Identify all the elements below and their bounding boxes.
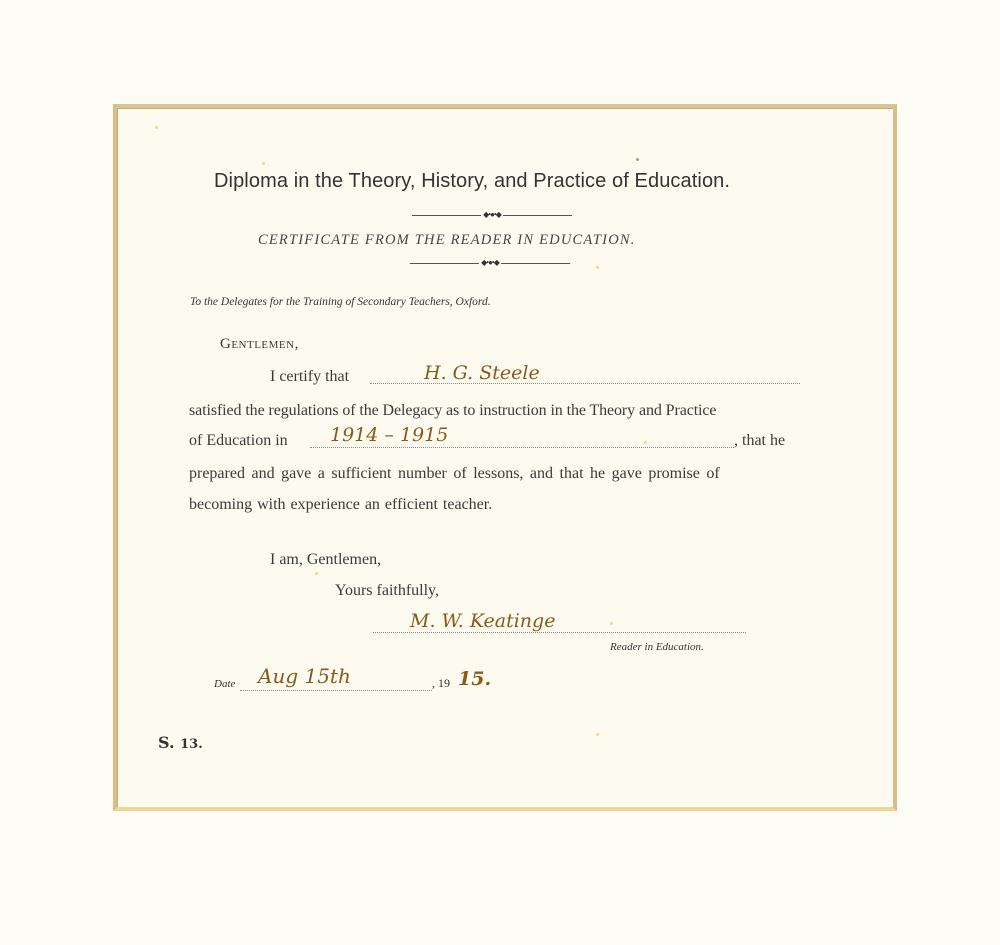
paper-speck	[596, 266, 599, 269]
salutation: Gentlemen,	[220, 336, 299, 352]
education-in-suffix: , that he	[734, 432, 786, 449]
form-number-letter: S.	[158, 733, 175, 752]
paper-speck	[596, 733, 599, 736]
ornament-divider-top: ◆•●•◆	[412, 212, 572, 218]
closing-line-1: I am, Gentlemen,	[270, 551, 382, 568]
year-prefix: , 19	[432, 676, 450, 690]
signature-field-line	[373, 632, 746, 633]
education-in-prefix: of Education in	[189, 432, 288, 449]
body-line-5: becoming with experience an efficient teacher.	[189, 496, 493, 513]
paper-speck	[636, 158, 639, 161]
paper-speck	[315, 572, 318, 575]
certificate-frame	[113, 104, 897, 811]
certify-prefix: I certify that	[270, 368, 350, 385]
ornament-divider-bottom: ◆•●•◆	[410, 260, 570, 266]
addressee-line: To the Delegates for the Training of Secondary Teachers, Oxford.	[190, 296, 491, 308]
handwritten-date: Aug 15th	[258, 664, 351, 688]
document-subtitle: CERTIFICATE FROM THE READER IN EDUCATION.	[258, 232, 636, 248]
handwritten-signature: M. W. Keatinge	[410, 610, 556, 632]
date-label: Date	[214, 678, 236, 690]
closing-line-2: Yours faithfully,	[335, 582, 440, 599]
document-title: Diploma in the Theory, History, and Practice of Education.	[214, 170, 731, 192]
body-line-2: satisfied the regulations of the Delegacy as to instruction in the Theory and Practice	[189, 402, 717, 419]
signatory-title: Reader in Education.	[610, 641, 704, 653]
paper-speck	[262, 162, 265, 165]
paper-speck	[610, 622, 613, 625]
form-number-value: 13.	[180, 737, 203, 752]
form-number	[158, 733, 203, 752]
paper-speck	[644, 441, 647, 444]
handwritten-years: 1914 – 1915	[330, 424, 449, 446]
handwritten-candidate-name: H. G. Steele	[424, 362, 540, 384]
date-field-line	[240, 690, 432, 691]
body-line-4: prepared and gave a sufficient number of lessons, and that he gave promise of	[189, 465, 720, 482]
paper-speck	[155, 126, 158, 129]
years-field-line	[310, 447, 734, 448]
handwritten-year: 15.	[458, 668, 492, 690]
